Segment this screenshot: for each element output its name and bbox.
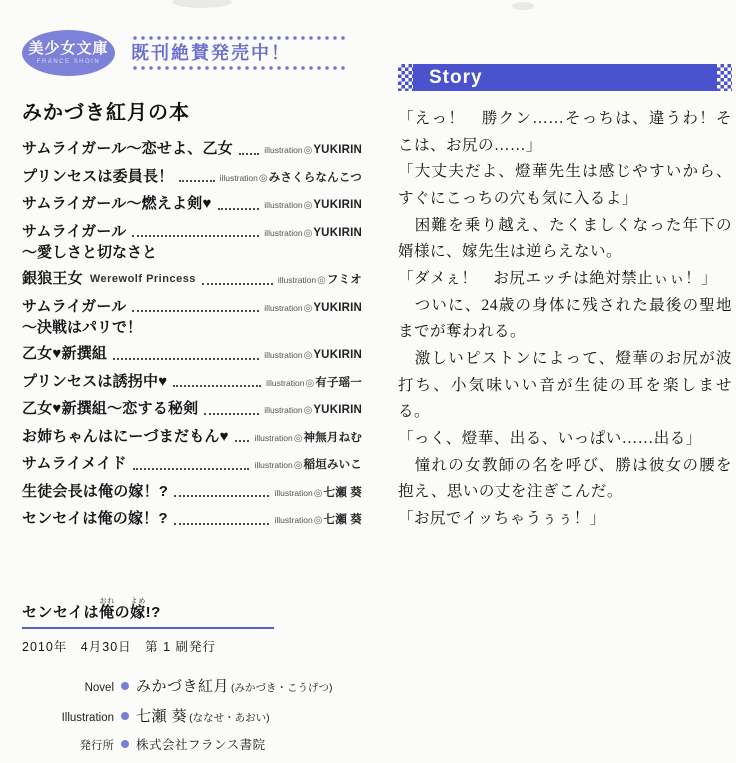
book-list-item xyxy=(22,344,362,364)
book-list-item xyxy=(22,454,362,474)
bullet-icon xyxy=(121,712,129,720)
story-column xyxy=(398,64,732,533)
colophon-title-prefix: センセイは xyxy=(22,604,100,621)
ring-glyph: ◎ xyxy=(317,275,326,286)
book-title: サムライガール～恋せよ、乙女 xyxy=(22,140,233,157)
publisher-logo-title: 美少女文庫 xyxy=(28,40,109,57)
illustrator-name: YUKIRIN xyxy=(313,301,362,314)
ring-glyph: ◎ xyxy=(313,515,323,526)
book-title: サムライメイド xyxy=(22,455,127,472)
on-sale-banner-text: 既刊絶賛発売中！ xyxy=(131,42,291,63)
book-title: 銀狼王女 xyxy=(22,270,83,287)
dot-leader xyxy=(179,171,214,182)
dot-leader xyxy=(235,431,250,442)
credit-name: みかづき紅月 xyxy=(136,678,230,695)
book-list-item xyxy=(22,399,362,419)
illustration-label: illustration xyxy=(274,515,313,525)
illustration-credit xyxy=(254,428,362,446)
ring-glyph: ◎ xyxy=(293,432,303,444)
bullet-icon xyxy=(121,740,129,748)
ring-glyph: ◎ xyxy=(303,302,313,314)
story-heading: Story xyxy=(413,64,717,91)
credit-label: Illustration xyxy=(61,712,114,724)
ring-glyph: ◎ xyxy=(303,227,313,239)
dot-leader xyxy=(113,349,259,360)
story-header-bar xyxy=(398,64,732,91)
book-list-item xyxy=(22,167,362,187)
illustration-label: illustration xyxy=(264,302,303,313)
book-row xyxy=(22,167,362,187)
illustration-credit xyxy=(264,223,362,241)
book-row xyxy=(22,194,362,214)
dot-leader xyxy=(173,376,261,387)
book-list-item xyxy=(22,427,362,447)
credit-reading: (みかづき・こうげつ) xyxy=(231,682,333,694)
booklist-heading: みかづき紅月の本 xyxy=(22,102,190,124)
illustrator-name: フミオ xyxy=(326,274,362,286)
credit-label: Novel xyxy=(84,682,114,694)
book-title: センセイは俺の嫁！? xyxy=(22,510,168,527)
book-row xyxy=(22,269,362,289)
halftone-pattern-left xyxy=(398,64,413,91)
dot-leader xyxy=(174,514,270,525)
book-list-item xyxy=(22,372,362,392)
credit-row xyxy=(22,705,367,726)
illustration-label: illustration xyxy=(264,405,303,415)
book-list-item xyxy=(22,269,362,289)
credit-label: 発行所 xyxy=(79,740,114,752)
credits-block xyxy=(22,675,367,753)
illustration-credit xyxy=(278,270,362,288)
credit-name: 株式会社フランス書院 xyxy=(136,738,266,752)
story-paragraph: ついに、24歳の身体に残された最後の聖地までが奪われる。 xyxy=(398,296,732,341)
illustration-credit xyxy=(266,373,362,391)
book-row xyxy=(22,372,362,392)
book-row xyxy=(22,482,362,502)
ring-glyph: ◎ xyxy=(305,377,315,389)
publisher-header xyxy=(22,30,362,76)
illustration-label: illustration xyxy=(264,145,303,155)
illustrator-name: 七瀬 葵 xyxy=(323,514,362,526)
bullet-icon xyxy=(121,682,129,690)
illustration-label: illustration xyxy=(219,172,258,183)
colophon-date: 2010年 4月30日 第 1 刷発行 xyxy=(22,640,217,654)
illustrator-name: YUKIRIN xyxy=(313,349,362,361)
colophon-title: センセイは俺おれの嫁よめ!? xyxy=(22,598,161,621)
dot-leader xyxy=(133,459,250,470)
illustrator-name: YUKIRIN xyxy=(313,226,362,239)
book-row xyxy=(22,454,362,474)
book-title: 乙女♥新撰組 xyxy=(22,345,108,362)
scan-artifact xyxy=(512,2,534,10)
illustration-label: illustration xyxy=(254,432,293,443)
book-row xyxy=(22,399,362,419)
story-paragraph: 激しいピストンによって、燈華のお尻が波打ち、小気味いい音が生徒の耳を楽しませる。 xyxy=(398,349,732,421)
book-row xyxy=(22,222,362,242)
book-list xyxy=(22,139,362,529)
book-title: サムライガール～燃えよ剣♥ xyxy=(22,195,212,212)
book-list-item xyxy=(22,509,362,529)
illustration-credit xyxy=(274,510,362,528)
illustration-label: illustration xyxy=(266,377,305,388)
book-title: 乙女♥新撰組～恋する秘剣 xyxy=(22,400,199,417)
book-list-item xyxy=(22,139,362,159)
ring-glyph: ◎ xyxy=(303,350,313,361)
illustrator-name: 七瀬 葵 xyxy=(323,486,362,499)
illustration-credit xyxy=(264,140,362,158)
story-paragraph: 「お尻でイッちゃうぅぅ！」 xyxy=(398,509,606,527)
on-sale-banner xyxy=(131,35,349,72)
book-row xyxy=(22,427,362,447)
illustration-credit xyxy=(264,195,362,213)
illustration-label: illustration xyxy=(254,460,293,470)
book-title: 生徒会長は俺の嫁！? xyxy=(22,482,169,500)
illustration-label: illustration xyxy=(274,487,313,498)
publisher-logo-subtitle: FRANCE SHOIN xyxy=(36,59,101,65)
book-row xyxy=(22,297,362,317)
dot-leader xyxy=(132,226,259,237)
illustrator-name: YUKIRIN xyxy=(313,144,362,156)
ring-glyph: ◎ xyxy=(293,460,303,471)
story-paragraph: 「えっ！ 勝クン……そっちは、違うわ！そこは、お尻の……」 xyxy=(398,110,732,154)
ring-glyph: ◎ xyxy=(258,172,268,184)
illustrator-name: 稲垣みいこ xyxy=(303,459,362,471)
illustration-label: illustration xyxy=(264,350,303,360)
book-list-item xyxy=(22,222,362,262)
credit-row xyxy=(22,735,367,753)
book-title: プリンセスは誘拐中♥ xyxy=(22,372,168,390)
illustrator-name: YUKIRIN xyxy=(313,404,362,416)
illustrator-name: みさくらなんこつ xyxy=(268,171,362,184)
book-list-item xyxy=(22,194,362,214)
book-row xyxy=(22,509,362,529)
illustration-credit xyxy=(274,483,362,501)
dotted-divider-bottom xyxy=(131,65,349,71)
book-subtitle: ～愛しさと切なさと xyxy=(22,243,158,261)
story-text xyxy=(398,106,732,533)
illustrator-name: 神無月ねむ xyxy=(303,431,362,444)
illustration-label: illustration xyxy=(277,275,317,285)
colophon-title-ruby: 嫁よめ xyxy=(130,598,146,621)
illustration-credit xyxy=(220,168,362,186)
dot-leader xyxy=(218,199,260,210)
credit-row xyxy=(22,675,367,696)
illustration-credit xyxy=(264,345,362,363)
book-list-item xyxy=(22,482,362,502)
ring-glyph: ◎ xyxy=(303,200,313,211)
book-title: サムライガール xyxy=(22,297,127,315)
dot-leader xyxy=(239,144,259,155)
illustration-credit xyxy=(264,298,362,316)
book-title: プリンセスは委員長！ xyxy=(22,167,174,185)
book-row xyxy=(22,139,362,159)
book-title: サムライガール xyxy=(22,222,127,240)
book-subtitle: ～決戦はパリで！ xyxy=(22,318,143,336)
illustrator-name: YUKIRIN xyxy=(313,199,362,211)
halftone-pattern-right xyxy=(717,64,732,91)
story-paragraph: 困難を乗り越え、たくましくなった年下の婿様に、嫁先生は逆らえない。 xyxy=(398,216,732,261)
dot-leader xyxy=(132,301,259,312)
publisher-logo xyxy=(22,30,115,76)
book-title-latin: Werewolf Princess xyxy=(89,273,196,285)
ring-glyph: ◎ xyxy=(313,487,323,499)
illustration-credit xyxy=(254,455,362,473)
dot-leader xyxy=(174,486,269,497)
illustration-label: illustration xyxy=(264,227,303,238)
story-paragraph: 「っく、燈華、出る、いっぱい……出る」 xyxy=(398,429,702,447)
story-paragraph: 「大丈夫だよ、燈華先生は感じやすいから、すぐにこっちの穴も気に入るよ」 xyxy=(398,163,732,207)
illustrator-name: 有子瑶一 xyxy=(315,376,362,389)
book-row xyxy=(22,344,362,364)
book-title: お姉ちゃんはにーづまだもん♥ xyxy=(22,427,229,445)
story-paragraph: 憧れの女教師の名を呼び、勝は彼女の腰を抱え、思いの丈を注ぎこんだ。 xyxy=(398,456,732,501)
dot-leader xyxy=(204,404,259,415)
story-paragraph: 「ダメぇ！ お尻エッチは絶対禁止ぃぃ！」 xyxy=(398,269,718,287)
dot-leader xyxy=(202,274,273,285)
scan-artifact xyxy=(172,0,232,8)
left-column xyxy=(22,30,362,537)
ring-glyph: ◎ xyxy=(303,145,313,156)
colophon-title-ruby: 俺おれ xyxy=(99,598,115,621)
colophon-divider xyxy=(22,627,274,629)
illustration-credit xyxy=(264,400,362,418)
colophon xyxy=(22,598,367,762)
credit-reading: (ななせ・あおい) xyxy=(189,712,270,724)
ring-glyph: ◎ xyxy=(303,405,313,416)
illustration-label: illustration xyxy=(264,200,303,210)
credit-name: 七瀬 葵 xyxy=(136,708,188,725)
book-list-item xyxy=(22,297,362,337)
